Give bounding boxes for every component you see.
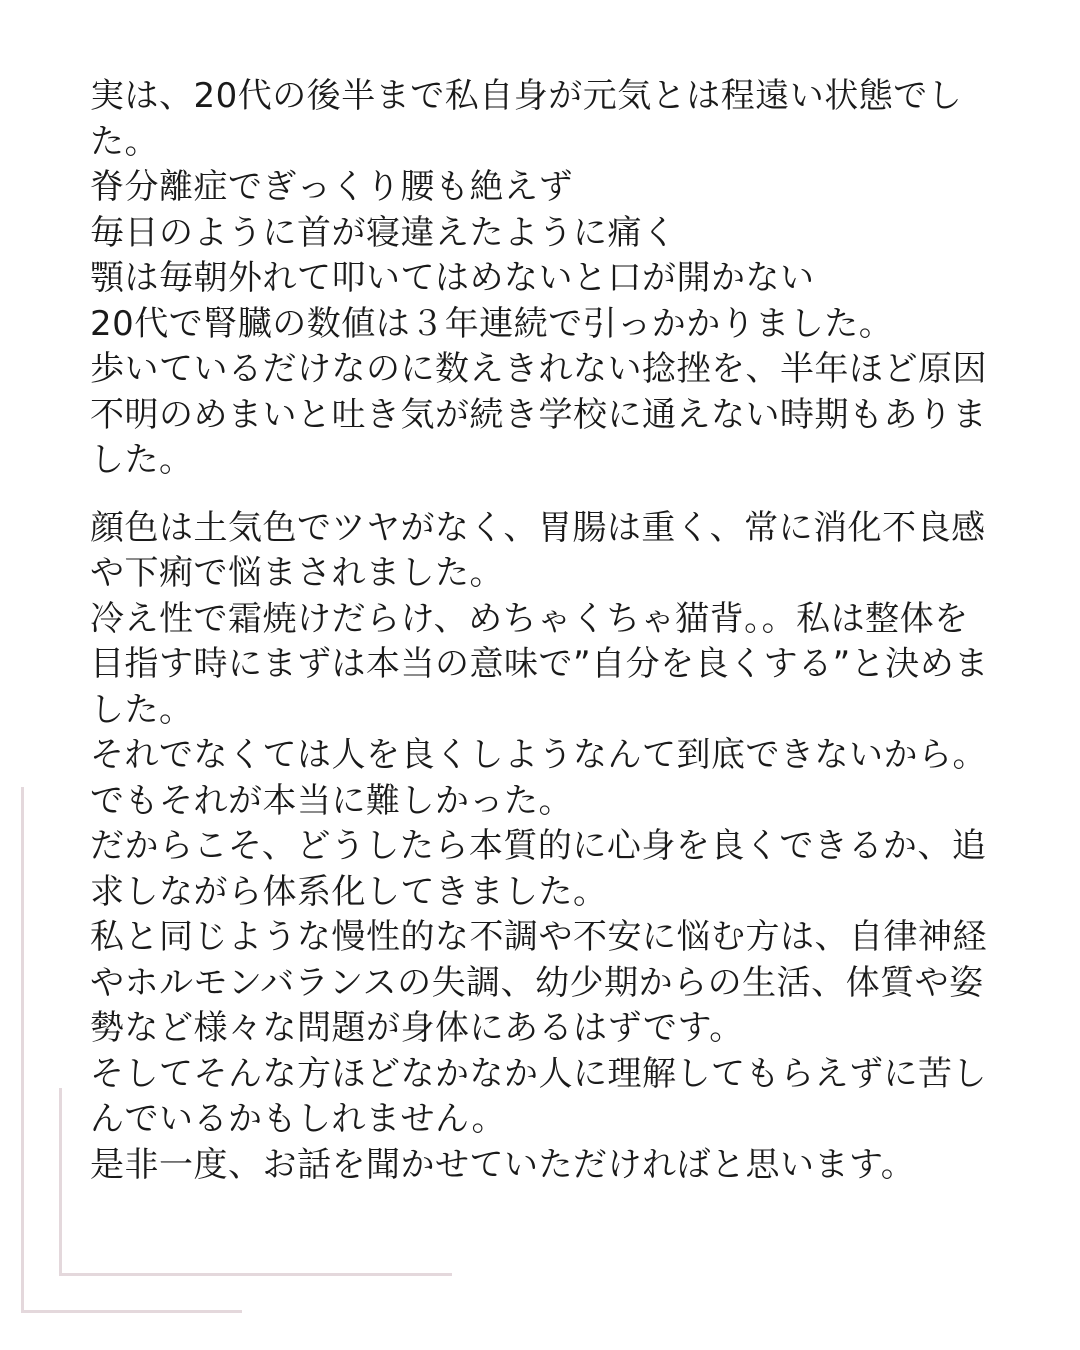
body-text	[90, 74, 995, 1188]
paragraph-2: 顔色は土気色でツヤがなく、胃腸は重く、常に消化不良感や下痢で悩まされました。 冷え性で霜焼けだらけ、めちゃくちゃ猫背。。私は整体を目指す時にまずは本当の意味で”自分を良くする”と決めました。 それでなくては人を良くしようなんて到底できないから。でもそれが本当に難しかった。 だからこそ、どうしたら本質的に心身を良くできるか、追求しながら体系化してきました。 私と同じような慢性的な不調や不安に悩む方は、自律神経やホルモンバランスの失調、幼少期からの生活、体質や姿勢など様々な問題が身体にあるはずです。 そしてそんな方ほどなかなか人に理解してもらえずに苦しんでいるかもしれません。 是非一度、お話を聞かせていただければと思います。	[90, 507, 989, 1185]
decorative-frame-inner-horizontal	[59, 1273, 452, 1276]
decorative-frame-inner-vertical	[59, 1088, 62, 1276]
decorative-frame-outer-horizontal	[21, 1310, 242, 1313]
paragraph-1: 実は、20代の後半まで私自身が元気とは程遠い状態でした。 脊分離症でぎっくり腰も絶えず 毎日のように首が寝違えたように痛く 顎は毎朝外れて叩いてはめないと口が開かない 20代で腎臓の数値は３年連続で引っかかりました。 歩いているだけなのに数えきれない捻挫を、半年ほど原因不明のめまいと吐き気が続き学校に通えない時期もありました。	[90, 76, 987, 480]
decorative-frame-outer-vertical	[21, 787, 24, 1313]
